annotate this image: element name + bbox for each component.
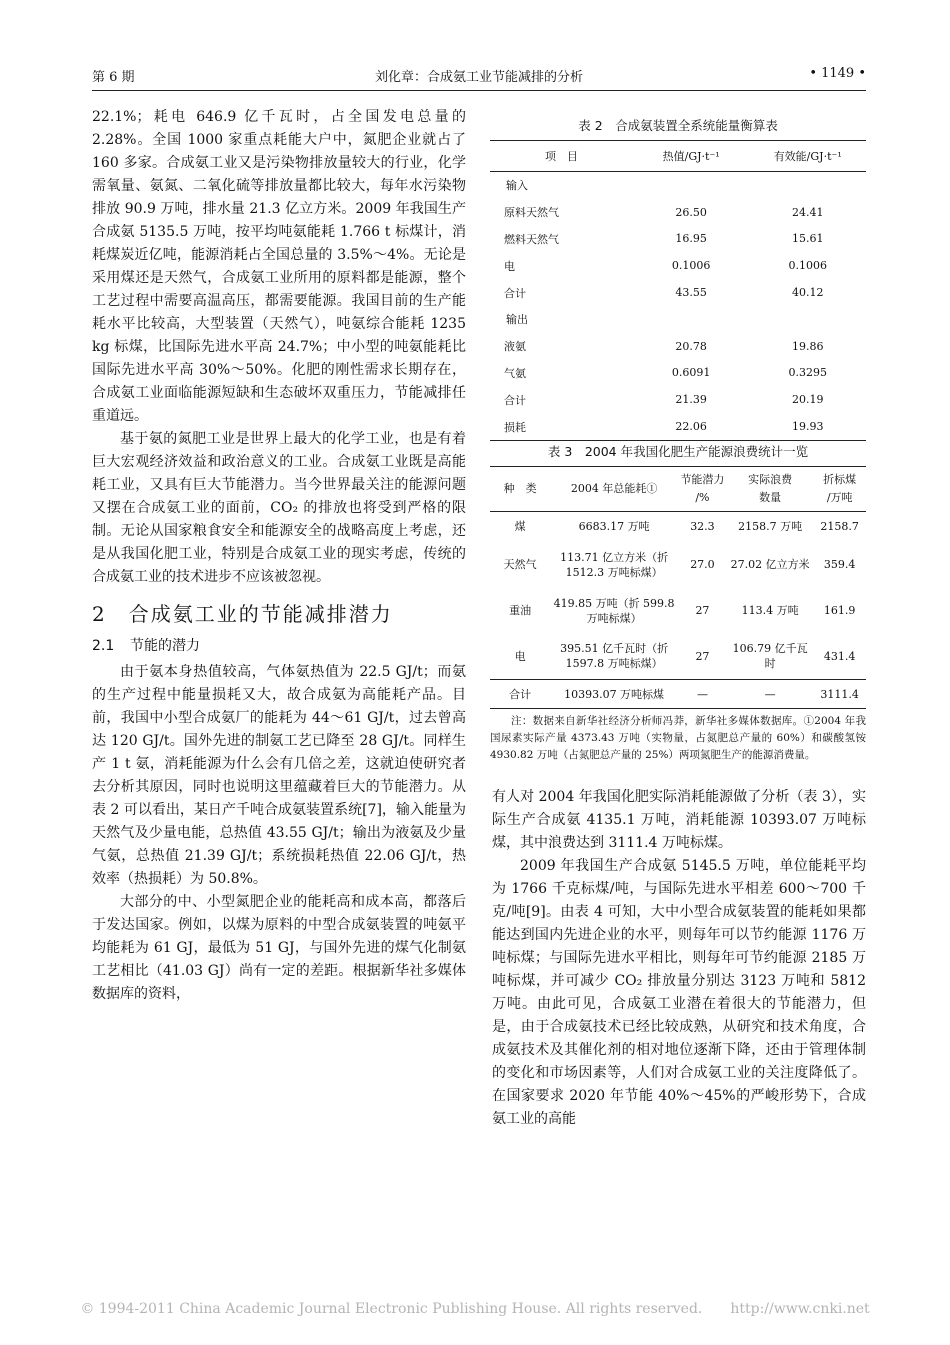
table-group-row: [490, 306, 866, 333]
table-total-row: [490, 680, 866, 709]
table-cell: 0.6091: [671, 366, 711, 380]
header-line: /万吨: [826, 491, 853, 504]
table-cell: 燃料天然气: [504, 232, 559, 246]
fertilizer-energy-waste-table: [490, 466, 866, 709]
table-caption: 表 2 合成氨装置全系统能量衡算表: [578, 118, 778, 133]
table-row: [490, 588, 866, 634]
table-cell: 27.0: [690, 558, 715, 571]
table-caption: 表 3 2004 年我国化肥生产能源浪费统计一览: [547, 444, 809, 459]
table-row: [490, 333, 866, 360]
table-group-row: [490, 172, 866, 199]
table-3: [490, 442, 866, 764]
table-2: [490, 116, 866, 441]
section-heading: 2 合成氨工业的节能减排潜力: [92, 602, 393, 626]
table-cell: 16.95: [675, 232, 707, 246]
table-cell: [550, 588, 678, 634]
table-cell: 20.78: [675, 339, 707, 353]
energy-balance-table: [490, 140, 866, 441]
column-header: 项 目: [490, 141, 633, 172]
table-cell: 气氨: [504, 366, 526, 380]
table-cell: 合计: [504, 286, 526, 300]
table-cell: 2158.7: [820, 520, 859, 534]
table-row: [490, 199, 866, 226]
cell-line: 113.71 亿立方米（折: [560, 550, 669, 564]
left-column: [92, 106, 466, 1006]
column-header: [678, 467, 727, 512]
table-cell: 原料天然气: [504, 206, 559, 220]
paragraph: 基于氨的氮肥工业是世界上最大的化学工业，也是有着巨大宏观经济效益和政治意义的工业。合成氨工业既是高能耗工业，又具有巨大节能潜力。当今世界最关注的能源问题又摆在合成氨工业的面前，CO₂ 的排放也将受到严格的限制。无论从国家粮食安全和能源安全的战略高度上考虑，还是从我国化肥工业，特别是合成氨工业的现实考虑，传统的合成氨工业的技术进步不应该被忽视。: [92, 431, 466, 585]
column-header: [727, 467, 813, 512]
table-cell: 0.1006: [671, 259, 711, 273]
cell-line: 395.51 亿千瓦时（折: [560, 642, 669, 656]
paragraph: 22.1%；耗电 646.9 亿千瓦时，占全国发电总量的2.28%。全国 1000 家重点耗能大户中，氮肥企业就占了 160 多家。合成氨工业又是污染物排放量较大的行业，化学需氧量、氨氮、二氧化硫等排放量都比较大，每年水污染物排放 90.9 万吨，排水量 21.3 亿立方米。2009 年我国生产合成氨 5135.5 万吨，按平均吨氨能耗 1.766 t 标煤计，消耗煤炭近亿吨，能源消耗占全国总量的 3.5%～4%。无论是采用煤还是天然气，合成氨工业所用的原料都是能源，整个工艺过程中需要高温高压，都需要能源。我国目前的生产能耗水平比较高，大型装置（天然气），吨氨综合能耗 1235 kg 标煤，比国际先进水平高 24.7%；中小型的吨氨能耗比国际先进水平高 30%～50%。化肥的刚性需求长期存在，合成氨工业面临能源短缺和生态破坏双重压力，节能减排任重道远。: [92, 109, 466, 424]
table-cell: 0.3295: [788, 366, 827, 380]
table-cell: 26.50: [675, 205, 707, 219]
table-cell: 27.02 亿立方米: [730, 558, 810, 571]
column-header: 热值/GJ·t⁻¹: [633, 141, 750, 172]
column-header: 种 类: [490, 467, 550, 512]
table-cell: 24.41: [791, 205, 824, 219]
subsection-heading: [92, 635, 466, 657]
table-cell: 40.12: [791, 286, 824, 300]
table-cell: 损耗: [504, 420, 526, 434]
header-line: 数量: [759, 491, 782, 504]
table-cell: 6683.17 万吨: [578, 520, 650, 534]
table-cell: 10393.07 万吨标煤: [550, 680, 678, 709]
page-number: • 1149 •: [809, 66, 866, 81]
table-row: [490, 542, 866, 588]
paragraph: 2009 年我国生产合成氨 5145.5 万吨，单位能耗平均为 1766 千克标煤/吨，与国际先进水平相差 600～700 千克/吨[9]。由表 4 可知，大中小型合成氨装置的能耗如果都能达到国内先进企业的水平，则每年可以节约能源 1176 万吨标煤；与国际先进水平相比，则每年可节约能源 2185 万吨标煤，并可减少 CO₂ 排放量分别达 3123 万吨和 5812 万吨。由此可见，合成氨工业潜在着很大的节能潜力，但是，由于合成氨技术已经比较成熟，从研究和技术角度，合成氨技术及其催化剂的相对地位逐渐下降，还由于管理体制的变化和市场因素等，人们对合成氨工业的关注度降低了。在国家要求 2020 年节能 40%～45%的严峻形势下，合成氨工业的高能: [492, 858, 866, 1127]
table-cell: 359.4: [823, 558, 856, 571]
group-label: 输入: [506, 179, 528, 193]
table-cell: 电: [514, 649, 526, 663]
table-cell: 22.06: [675, 420, 707, 434]
table-cell: 液氨: [504, 340, 526, 354]
table-cell: 合计: [490, 680, 550, 709]
table-cell: 106.79 亿千瓦时: [732, 642, 808, 671]
table-cell: 2158.7 万吨: [738, 520, 803, 534]
table-row: [490, 512, 866, 542]
paragraph: 大部分的中、小型氮肥企业的能耗高和成本高，都落后于发达国家。例如，以煤为原料的中型合成氨装置的吨氨平均能耗为 61 GJ，最低为 51 GJ，与国外先进的煤气化制氨工艺相比（41.03 GJ）尚有一定的差距。根据新华社多媒体数据库的资料，: [92, 894, 466, 1002]
table-row: [490, 252, 866, 279]
table-cell: —: [727, 680, 813, 709]
column-header: [813, 467, 866, 512]
running-header: [92, 66, 866, 86]
table-cell: 电: [504, 259, 515, 273]
header-line: 节能潜力: [680, 473, 725, 486]
column-header: 有效能/GJ·t⁻¹: [749, 141, 866, 172]
table-row: [490, 413, 866, 440]
header-line: 实际浪费: [748, 473, 793, 486]
table-cell: 重油: [509, 604, 532, 617]
table-row: [490, 386, 866, 413]
table-cell: 431.4: [823, 649, 856, 663]
header-line: /%: [695, 491, 710, 504]
header-line: 折标煤: [823, 473, 857, 486]
header-rule: [92, 90, 866, 91]
running-title: 刘化章：合成氨工业节能减排的分析: [374, 70, 583, 85]
cell-line: 1512.3 万吨标煤）: [565, 565, 663, 579]
table-cell: [550, 542, 678, 588]
table-row: [490, 279, 866, 306]
table-cell: 27: [695, 649, 710, 663]
table-header-row: [490, 141, 866, 172]
issue-number: 第 6 期: [92, 70, 135, 85]
table-cell: 0.1006: [788, 259, 827, 273]
copyright-footer: © 1994-2011 China Academic Journal Electronic Publishing House. All rights reserved. http://www.cnki.net: [80, 1301, 870, 1317]
cell-line: 万吨标煤）: [586, 611, 642, 625]
column-header: 2004 年总能耗①: [550, 467, 678, 512]
table-cell: [550, 634, 678, 680]
subsection-title: 节能的潜力: [130, 638, 200, 654]
table-cell: 20.19: [791, 393, 824, 407]
right-column: [492, 786, 866, 1131]
cell-line: 419.85 万吨（折 599.8: [553, 596, 675, 610]
table-row: [490, 226, 866, 253]
paragraph: 由于氨本身热值较高，气体氨热值为 22.5 GJ/t；而氨的生产过程中能量损耗又大，故合成氨为高能耗产品。目前，我国中小型合成氨厂的能耗为 44～61 GJ/t，过去曾高达 120 GJ/t。国外先进的制氨工艺已降至 28 GJ/t。同样生产 1 t 氨，消耗能源为什么会有几倍之差，这就迫使研究者去分析其原因，同时也说明这里蕴藏着巨大的节能潜力。从表 2 可以看出，某日产千吨合成氨装置系统[7]，输入能量为天然气及少量电能，总热值 43.55 GJ/t；输出为液氨及少量气氨，总热值 21.39 GJ/t；系统损耗热值 22.06 GJ/t，热效率（热损耗）为 50.8%。: [92, 664, 466, 887]
table-cell: 天然气: [503, 558, 537, 571]
table-cell: 15.61: [791, 232, 824, 246]
paragraph: 有人对 2004 年我国化肥实际消耗能源做了分析（表 3），实际生产合成氨 4135.1 万吨，消耗能源 10393.07 万吨标煤，其中浪费达到 3111.4 万吨标煤。: [492, 789, 866, 851]
table-header-row: [490, 467, 866, 512]
table-cell: 合计: [504, 393, 526, 407]
table-cell: 19.86: [791, 339, 824, 353]
table-row: [490, 634, 866, 680]
table-cell: 煤: [514, 520, 526, 534]
table-cell: 21.39: [675, 393, 707, 407]
table-cell: 19.93: [791, 420, 824, 434]
table-cell: 161.9: [823, 604, 856, 617]
table-cell: 113.4 万吨: [741, 604, 799, 617]
subsection-number: 2.1: [92, 638, 115, 654]
table-cell: 3111.4: [813, 680, 866, 709]
table-cell: 27: [695, 604, 710, 617]
table-cell: 43.55: [675, 286, 707, 300]
table-note: 注：数据来自新华社经济分析师冯莽，新华社多媒体数据库。①2004 年我国尿素实际产量 4373.43 万吨（实物量，占氮肥总产量的 60%）和碳酸氢铵 4930.82 万吨（占氮肥总产量的 25%）两项氮肥生产的能源消费量。: [490, 715, 866, 761]
table-cell: 32.3: [690, 520, 715, 534]
group-label: 输出: [506, 313, 528, 327]
cell-line: 1597.8 万吨标煤）: [565, 657, 663, 671]
table-cell: —: [678, 680, 727, 709]
table-row: [490, 360, 866, 387]
